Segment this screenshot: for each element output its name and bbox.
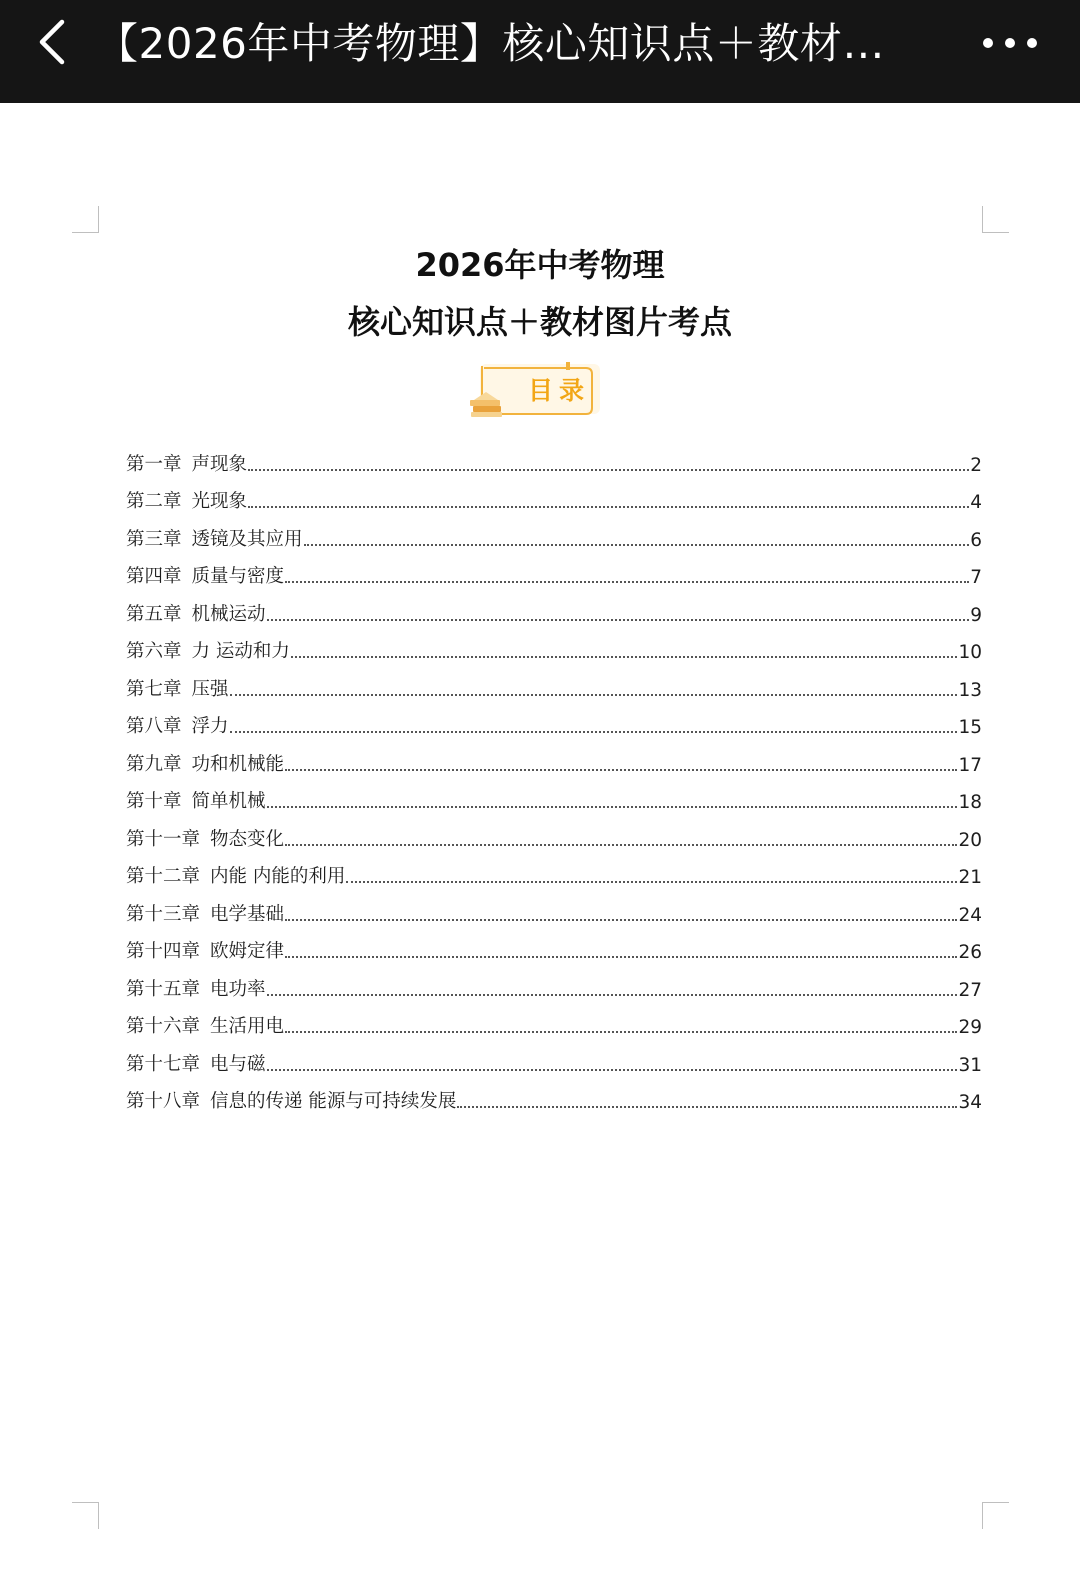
toc-dot-leader: [457, 1106, 957, 1108]
toc-page-number: 31: [958, 1054, 982, 1076]
toc-page-number: 4: [970, 492, 982, 513]
toc-dot-leader: [285, 769, 957, 771]
toc-page-number: 20: [958, 829, 982, 851]
top-app-bar: [0, 0, 1080, 103]
toc-page-number: 27: [958, 979, 982, 1001]
toc-entry[interactable]: [126, 813, 982, 851]
toc-chapter-title: 电学基础: [210, 903, 285, 925]
toc-chapter-number: 第十六章: [126, 1016, 201, 1037]
toc-badge-label: 目录: [527, 376, 590, 405]
toc-chapter-title: 光现象: [191, 491, 248, 512]
toc-chapter-number: 第十四章: [126, 941, 201, 962]
toc-chapter-number: 第十一章: [126, 828, 201, 850]
toc-chapter-number: 第十七章: [126, 1053, 201, 1075]
crop-mark-bottom-left: [72, 1502, 99, 1529]
toc-chapter-title: 机械运动: [191, 603, 266, 625]
toc-chapter-number: 第十八章: [126, 1091, 201, 1112]
toc-chapter-number: 第十三章: [126, 903, 201, 925]
toc-page-number: 18: [958, 792, 982, 813]
toc-chapter-number: 第九章: [126, 753, 182, 775]
toc-chapter-title: 电功率: [210, 978, 266, 1000]
toc-chapter-title: 电与磁: [210, 1053, 266, 1075]
toc-dot-leader: [304, 544, 970, 546]
toc-page-number: 17: [958, 754, 982, 776]
table-of-contents: [126, 438, 982, 1113]
toc-dot-leader: [285, 956, 957, 958]
toc-entry[interactable]: [126, 738, 982, 776]
toc-dot-leader: [267, 994, 958, 996]
toc-chapter-title: 浮力: [191, 716, 229, 737]
toc-page-number: 10: [958, 642, 982, 663]
toc-entry[interactable]: [126, 626, 982, 664]
toc-chapter-title: 透镜及其应用: [191, 528, 303, 550]
toc-entry[interactable]: [126, 926, 982, 964]
crop-mark-top-left: [72, 206, 99, 233]
toc-chapter-number: 第八章: [126, 716, 182, 737]
toc-page-number: 2: [970, 454, 982, 476]
toc-dot-leader: [285, 919, 957, 921]
toc-entry[interactable]: [126, 513, 982, 551]
toc-chapter-title: 信息的传递 能源与可持续发展: [210, 1091, 457, 1112]
toc-chapter-number: 第十五章: [126, 978, 201, 1000]
toc-page-number: 34: [958, 1092, 982, 1113]
toc-entry[interactable]: [126, 963, 982, 1001]
toc-dot-leader: [285, 1031, 957, 1033]
back-button[interactable]: [30, 14, 78, 70]
toc-chapter-number: 第十章: [126, 791, 182, 812]
toc-entry[interactable]: [126, 701, 982, 739]
toc-chapter-title: 力 运动和力: [191, 641, 290, 662]
toc-entry[interactable]: [126, 776, 982, 814]
toc-chapter-number: 第五章: [126, 603, 182, 625]
toc-dot-leader: [346, 881, 957, 883]
toc-dot-leader: [285, 844, 957, 846]
toc-page-number: 21: [958, 867, 982, 888]
toc-page-number: 26: [958, 942, 982, 963]
document-heading-line1: 2026年中考物理: [415, 246, 665, 284]
toc-page-number: 7: [970, 567, 982, 588]
toc-chapter-title: 简单机械: [191, 791, 266, 812]
toc-entry[interactable]: [126, 663, 982, 701]
toc-chapter-number: 第六章: [126, 641, 182, 662]
toc-chapter-number: 第三章: [126, 528, 182, 550]
toc-chapter-number: 第十二章: [126, 866, 201, 887]
toc-entry[interactable]: [126, 1001, 982, 1039]
crop-mark-top-right: [982, 206, 1009, 233]
chevron-left-icon: [30, 14, 78, 70]
toc-dot-leader: [248, 506, 969, 508]
toc-chapter-number: 第二章: [126, 491, 182, 512]
toc-entry[interactable]: [126, 1038, 982, 1076]
toc-entry[interactable]: [126, 476, 982, 514]
toc-chapter-title: 欧姆定律: [210, 941, 285, 962]
document-heading-line2: 核心知识点＋教材图片考点: [347, 303, 732, 341]
toc-dot-leader: [230, 694, 958, 696]
toc-page-number: 9: [970, 604, 982, 626]
toc-chapter-title: 生活用电: [210, 1016, 285, 1037]
toc-dot-leader: [291, 656, 958, 658]
toc-chapter-title: 功和机械能: [191, 753, 285, 775]
document-title: 【2026年中考物理】核心知识点＋教材…: [96, 19, 885, 68]
toc-badge: [470, 362, 610, 422]
toc-dot-leader: [285, 581, 969, 583]
toc-chapter-number: 第一章: [126, 453, 182, 475]
more-horizontal-icon: [980, 28, 1040, 58]
toc-page-number: 15: [958, 717, 982, 738]
toc-entry[interactable]: [126, 851, 982, 889]
toc-chapter-number: 第七章: [126, 678, 182, 700]
toc-page-number: 29: [958, 1017, 982, 1038]
toc-page-number: 24: [958, 904, 982, 926]
toc-chapter-title: 压强: [191, 678, 229, 700]
toc-dot-leader: [230, 731, 958, 733]
toc-entry[interactable]: [126, 588, 982, 626]
toc-entry[interactable]: [126, 551, 982, 589]
toc-dot-leader: [267, 806, 958, 808]
toc-entry[interactable]: [126, 438, 982, 476]
toc-page-number: 6: [970, 529, 982, 551]
toc-chapter-title: 声现象: [191, 453, 248, 475]
toc-entry[interactable]: [126, 888, 982, 926]
crop-mark-bottom-right: [982, 1502, 1009, 1529]
more-options-button[interactable]: [980, 28, 1040, 58]
toc-dot-leader: [248, 469, 969, 471]
toc-page-number: 13: [958, 679, 982, 701]
toc-chapter-title: 内能 内能的利用: [210, 866, 346, 887]
toc-dot-leader: [267, 1069, 958, 1071]
toc-chapter-title: 质量与密度: [191, 566, 285, 587]
toc-entry[interactable]: [126, 1076, 982, 1114]
toc-chapter-title: 物态变化: [210, 828, 285, 850]
toc-chapter-number: 第四章: [126, 566, 182, 587]
toc-dot-leader: [267, 619, 970, 621]
